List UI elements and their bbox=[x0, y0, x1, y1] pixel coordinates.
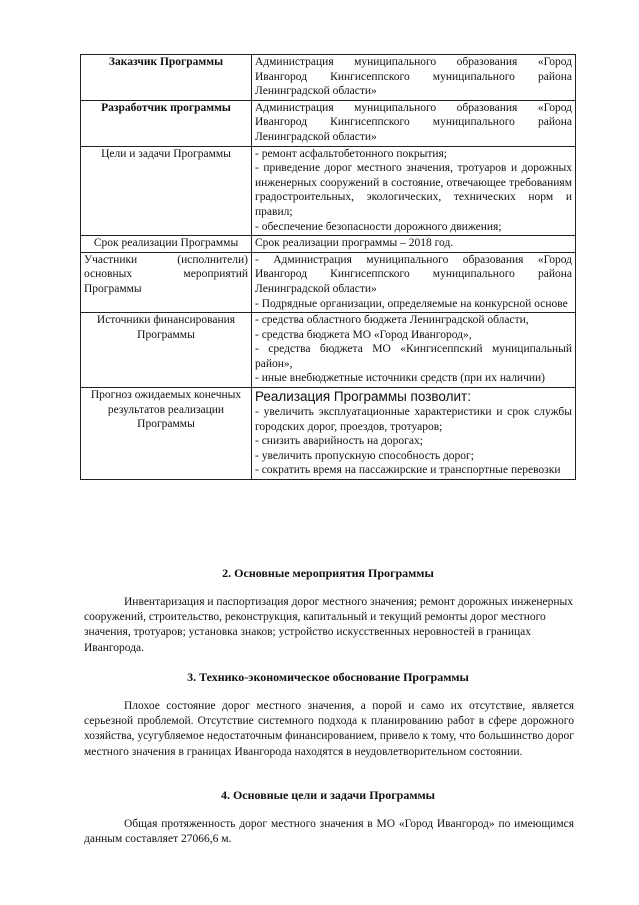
section-3-paragraph bbox=[84, 699, 574, 760]
row-value bbox=[252, 100, 576, 146]
table-row bbox=[81, 388, 576, 480]
row-value bbox=[252, 313, 576, 388]
table-row bbox=[81, 146, 576, 236]
section-3-title: 3. Технико-экономическое обоснование Программы bbox=[187, 670, 469, 684]
value-line: - приведение дорог местного значения, тротуаров и дорожных инженерных сооружений в состояние, отвечающее требованиям градостроительных, экологических, технических норм и правил; bbox=[255, 162, 572, 218]
table-row bbox=[81, 55, 576, 101]
section-2-title: 2. Основные мероприятия Программы bbox=[222, 566, 434, 580]
section-4-paragraph bbox=[84, 817, 574, 847]
value-line: Администрация муниципального образования «Город Ивангород Кингисеппского муниципального района Ленинградской области» bbox=[255, 101, 572, 143]
value-line: Администрация муниципального образования «Город Ивангород Кингисеппского муниципального района Ленинградской области» bbox=[255, 56, 572, 98]
table-row bbox=[81, 236, 576, 253]
value-line: - снизить аварийность на дорогах; bbox=[255, 435, 423, 448]
value-line: - средства бюджета МО «Город Ивангород», bbox=[255, 328, 472, 341]
value-line: - обеспечение безопасности дорожного движения; bbox=[255, 220, 502, 233]
row-value bbox=[252, 252, 576, 312]
row-value bbox=[252, 55, 576, 101]
section-4-title: 4. Основные цели и задачи Программы bbox=[220, 788, 436, 802]
value-line: - сократить время на пассажирские и транспортные перевозки bbox=[255, 464, 561, 477]
section-4-text: Общая протяженность дорог местного значения в МО «Город Ивангород» по имеющимся данным составляет 27066,6 м. bbox=[84, 818, 574, 846]
row-value bbox=[252, 388, 576, 480]
section-2-text: Инвентаризация и паспортизация дорог местного значения; ремонт дорожных инженерных сооружений, строительство, реконструкция, капитальный и текущий ремонты дорог местного значения, тротуаров; установка знаков; устройство искусственных неровностей в границах Ивангорода. bbox=[84, 596, 573, 654]
row-label: Срок реализации Программы bbox=[81, 236, 252, 253]
table-row bbox=[81, 252, 576, 312]
value-line: Срок реализации программы – 2018 год. bbox=[255, 237, 454, 250]
row-label: Заказчик Программы bbox=[81, 55, 252, 101]
section-3-text: Плохое состояние дорог местного значения, а порой и само их отсутствие, является серьезной проблемой. Отсутствие системного подхода к планированию работ в сфере дорожного хозяйства, усугубляемое недостаточным финансированием, привело к тому, что большинство дорог местного значения в границах Ивангорода находятся в неудовлетворительном состоянии. bbox=[84, 700, 574, 758]
value-line: - Подрядные организации, определяемые на конкурсной основе bbox=[255, 297, 568, 310]
value-line: - средства областного бюджета Ленинградской области, bbox=[255, 314, 529, 327]
value-line: - увеличить пропускную способность дорог; bbox=[255, 449, 474, 462]
row-label: Разработчик программы bbox=[81, 100, 252, 146]
program-passport-table bbox=[80, 54, 576, 480]
value-line: - иные внебюджетные источники средств (при их наличии) bbox=[255, 372, 546, 385]
value-line: - увеличить эксплуатационные характеристики и срок службы городских дорог, проездов, тротуаров; bbox=[255, 406, 572, 433]
value-line: - средства бюджета МО «Кингисеппский муниципальный район», bbox=[255, 343, 572, 370]
row-label: Источники финансирования Программы bbox=[81, 313, 252, 388]
value-lead: Реализация Программы позволит: bbox=[255, 389, 471, 405]
row-label: Участники (исполнители) основных мероприятий Программы bbox=[81, 252, 252, 312]
value-line: - ремонт асфальтобетонного покрытия; bbox=[255, 147, 447, 160]
table-row bbox=[81, 313, 576, 388]
table-row bbox=[81, 100, 576, 146]
section-2-paragraph bbox=[84, 595, 574, 656]
row-value bbox=[252, 236, 576, 253]
row-label: Прогноз ожидаемых конечных результатов реализации Программы bbox=[81, 388, 252, 480]
row-value bbox=[252, 146, 576, 236]
row-label: Цели и задачи Программы bbox=[81, 146, 252, 236]
value-line: - Администрация муниципального образования «Город Ивангород Кингисеппского муниципального района Ленинградской области» bbox=[255, 253, 572, 295]
